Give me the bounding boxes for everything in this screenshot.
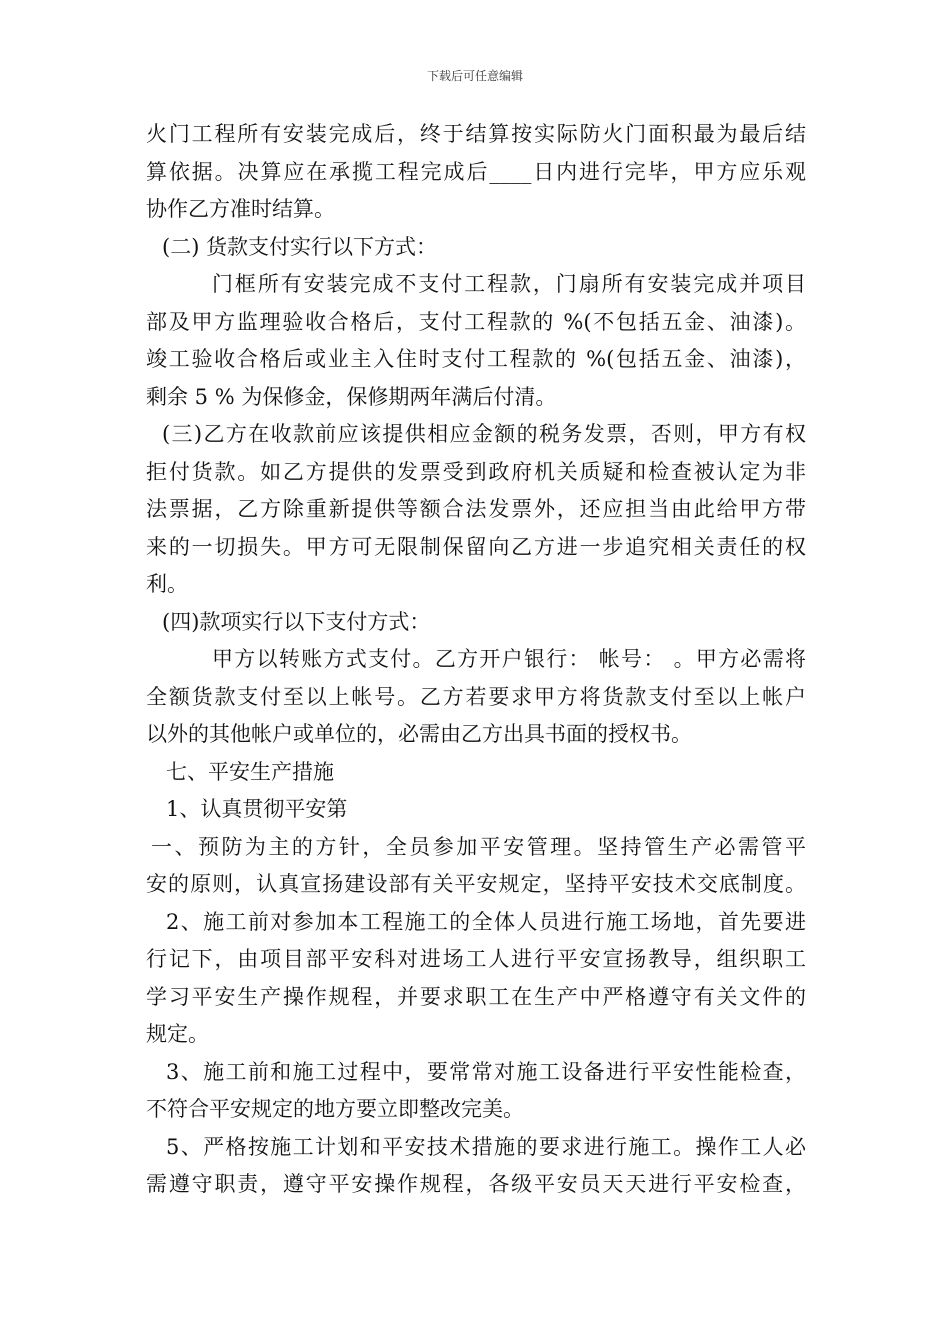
text-line: 拒付货款。如乙方提供的发票受到政府机关质疑和检查被认定为非 xyxy=(146,459,806,484)
text-line: 竣工验收合格后或业主入住时支付工程款的 %(包括五金、油漆)， xyxy=(146,347,806,371)
section-heading: (四)款项实行以下支付方式： xyxy=(162,609,431,634)
text-line: 3、施工前和施工过程中，要常常对施工设备进行平安性能检查， xyxy=(166,1059,806,1084)
text-line: 利。 xyxy=(146,572,188,596)
text-line: 一、预防为主的方针，全员参加平安管理。坚持管生产必需管平 xyxy=(151,834,806,859)
text-line: 火门工程所有安装完成后，终于结算按实际防火门面积最为最后结 xyxy=(146,122,806,146)
text-line: 规定。 xyxy=(146,1022,209,1046)
text-line: 协作乙方准时结算。 xyxy=(146,197,335,221)
section-heading: 七、平安生产措施 xyxy=(166,759,334,784)
text-line: 甲方以转账方式支付。乙方开户银行： 帐号： 。甲方必需将 xyxy=(212,647,806,671)
text-line: 以外的其他帐户或单位的，必需由乙方出具书面的授权书。 xyxy=(146,722,692,746)
page-header: 下载后可任意编辑 xyxy=(426,69,523,83)
text-line: 2、施工前对参加本工程施工的全体人员进行施工场地，首先要进 xyxy=(166,909,806,934)
text-line: 剩余 5 % 为保修金，保修期两年满后付清。 xyxy=(146,384,557,409)
text-line: 法票据，乙方除重新提供等额合法发票外，还应担当由此给甲方带 xyxy=(146,497,806,521)
text-line: 行记下，由项目部平安科对进场工人进行平安宣扬教导，组织职工 xyxy=(146,947,806,971)
section-heading: (二) 货款支付实行以下方式： xyxy=(162,234,438,259)
document-body xyxy=(146,116,806,1204)
text-line: 门框所有安装完成不支付工程款，门扇所有安装完成并项目 xyxy=(212,272,806,296)
text-line: 安的原则，认真宣扬建设部有关平安规定，坚持平安技术交底制度。 xyxy=(146,872,806,896)
text-line: (三)乙方在收款前应该提供相应金额的税务发票，否则，甲方有权 xyxy=(162,422,806,446)
text-line: 不符合平安规定的地方要立即整改完美。 xyxy=(146,1097,524,1121)
text-line: 5、严格按施工计划和平安技术措施的要求进行施工。操作工人必 xyxy=(166,1134,806,1159)
text-line: 算依据。决算应在承揽工程完成后____日内进行完毕，甲方应乐观 xyxy=(146,159,806,184)
text-line: 部及甲方监理验收合格后，支付工程款的 %(不包括五金、油漆)。 xyxy=(146,309,806,334)
text-line: 学习平安生产操作规程，并要求职工在生产中严格遵守有关文件的 xyxy=(146,984,806,1009)
text-line: 需遵守职责，遵守平安操作规程，各级平安员天天进行平安检查， xyxy=(146,1172,806,1196)
text-line: 1、认真贯彻平安第 xyxy=(166,797,348,821)
text-line: 全额货款支付至以上帐号。乙方若要求甲方将货款支付至以上帐户 xyxy=(146,684,806,709)
text-line: 来的一切损失。甲方可无限制保留向乙方进一步追究相关责任的权 xyxy=(146,534,806,559)
